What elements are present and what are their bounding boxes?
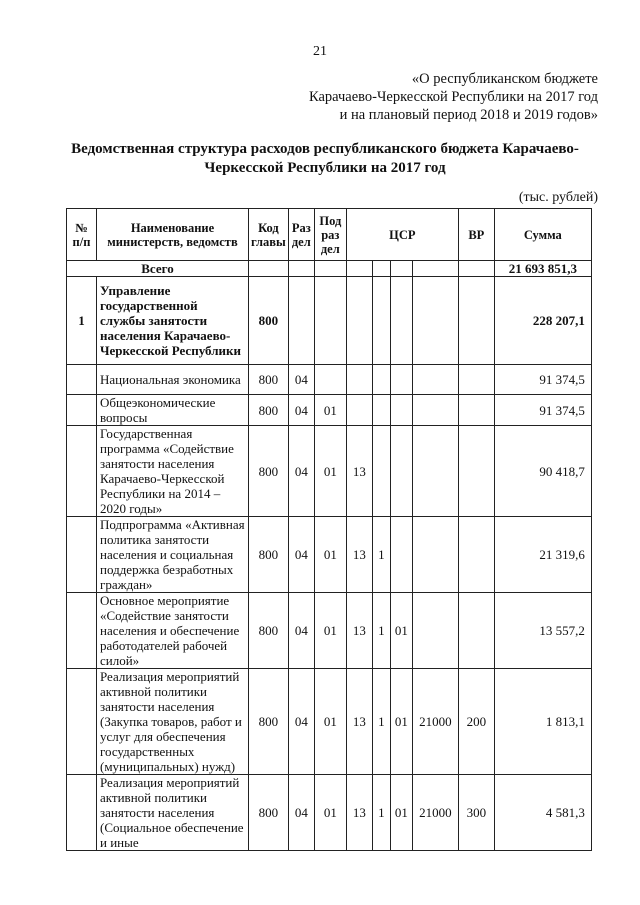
row-num (67, 426, 97, 517)
col-header-num: № п/п (67, 209, 97, 261)
row-csr-event (390, 517, 412, 593)
row-code: 800 (249, 669, 289, 775)
row-code: 800 (249, 395, 289, 426)
row-razdel: 04 (288, 593, 314, 669)
row-code: 800 (249, 593, 289, 669)
row-csr-subprogram (372, 395, 390, 426)
row-csr-direction: 21000 (412, 775, 458, 851)
row-csr-program: 13 (346, 669, 372, 775)
row-csr-subprogram (372, 365, 390, 395)
row-podrazdel: 01 (314, 669, 346, 775)
col-header-sum: Сумма (494, 209, 591, 261)
row-name: Национальная экономика (97, 365, 249, 395)
row-csr-event: 01 (390, 775, 412, 851)
row-num (67, 365, 97, 395)
row-csr-program: 13 (346, 426, 372, 517)
row-vr (458, 517, 494, 593)
row-podrazdel: 01 (314, 395, 346, 426)
row-razdel: 04 (288, 669, 314, 775)
row-csr-program: 13 (346, 775, 372, 851)
empty-cell (249, 261, 289, 277)
row-csr-subprogram: 1 (372, 669, 390, 775)
row-csr-program (346, 365, 372, 395)
row-razdel: 04 (288, 775, 314, 851)
table-row (67, 426, 592, 517)
row-csr-event (390, 277, 412, 365)
row-num (67, 669, 97, 775)
row-csr-direction (412, 426, 458, 517)
empty-cell (314, 261, 346, 277)
row-podrazdel: 01 (314, 426, 346, 517)
table-row (67, 775, 592, 851)
row-csr-program: 13 (346, 517, 372, 593)
table-row (67, 277, 592, 365)
row-sum: 228 207,1 (494, 277, 591, 365)
row-sum: 91 374,5 (494, 365, 591, 395)
row-razdel (288, 277, 314, 365)
row-csr-subprogram: 1 (372, 517, 390, 593)
row-code: 800 (249, 426, 289, 517)
row-razdel: 04 (288, 395, 314, 426)
table-row (67, 593, 592, 669)
page-title (60, 140, 590, 178)
row-csr-direction: 21000 (412, 669, 458, 775)
row-name: Управление государственной службы занятости населения Карачаево-Черкесской Республики (97, 277, 249, 365)
empty-cell (346, 261, 372, 277)
row-razdel: 04 (288, 426, 314, 517)
table-row (67, 395, 592, 426)
row-csr-subprogram (372, 426, 390, 517)
table-row (67, 669, 592, 775)
document-reference (309, 70, 598, 124)
row-sum: 91 374,5 (494, 395, 591, 426)
row-csr-subprogram (372, 277, 390, 365)
row-vr (458, 277, 494, 365)
page-number: 21 (313, 44, 327, 59)
empty-cell (288, 261, 314, 277)
row-podrazdel: 01 (314, 775, 346, 851)
row-vr (458, 593, 494, 669)
row-name: Общеэкономические вопросы (97, 395, 249, 426)
row-name: Подпрограмма «Активная политика занятости населения и социальная поддержка безработных граждан» (97, 517, 249, 593)
row-num (67, 775, 97, 851)
row-vr: 300 (458, 775, 494, 851)
row-vr: 200 (458, 669, 494, 775)
row-num: 1 (67, 277, 97, 365)
row-sum: 4 581,3 (494, 775, 591, 851)
col-header-csr: ЦСР (346, 209, 458, 261)
row-name: Основное мероприятие «Содействие занятости населения и обеспечение работодателей рабочей силой» (97, 593, 249, 669)
col-header-code: Код главы (249, 209, 289, 261)
total-label: Всего (67, 261, 249, 277)
row-vr (458, 395, 494, 426)
row-csr-subprogram: 1 (372, 593, 390, 669)
row-csr-direction (412, 517, 458, 593)
row-csr-direction (412, 277, 458, 365)
row-csr-program (346, 395, 372, 426)
row-code: 800 (249, 517, 289, 593)
col-header-razdel: Раз дел (288, 209, 314, 261)
total-row (67, 261, 592, 277)
row-podrazdel (314, 365, 346, 395)
table-row (67, 365, 592, 395)
row-csr-program (346, 277, 372, 365)
row-csr-event (390, 426, 412, 517)
empty-cell (390, 261, 412, 277)
empty-cell (412, 261, 458, 277)
row-podrazdel: 01 (314, 517, 346, 593)
row-podrazdel (314, 277, 346, 365)
empty-cell (372, 261, 390, 277)
row-sum: 21 319,6 (494, 517, 591, 593)
units-label: (тыс. рублей) (518, 190, 598, 205)
row-code: 800 (249, 775, 289, 851)
row-csr-event: 01 (390, 593, 412, 669)
row-csr-event: 01 (390, 669, 412, 775)
row-razdel: 04 (288, 365, 314, 395)
empty-cell (458, 261, 494, 277)
reference-line: Карачаево-Черкесской Республики на 2017 год (308, 89, 598, 105)
title-line: Черкесской Республики на 2017 год (204, 160, 446, 176)
row-csr-direction (412, 365, 458, 395)
table-header-row (67, 209, 592, 261)
row-sum: 13 557,2 (494, 593, 591, 669)
row-csr-direction (412, 395, 458, 426)
row-vr (458, 365, 494, 395)
row-razdel: 04 (288, 517, 314, 593)
table-row (67, 517, 592, 593)
row-num (67, 517, 97, 593)
row-num (67, 395, 97, 426)
row-code: 800 (249, 365, 289, 395)
row-csr-event (390, 365, 412, 395)
row-name: Реализация мероприятий активной политики занятости населения (Закупка товаров, работ и услуг для обеспечения государственных (муниципальных) нужд) (97, 669, 249, 775)
expenditure-table (66, 208, 592, 851)
row-sum: 90 418,7 (494, 426, 591, 517)
row-csr-subprogram: 1 (372, 775, 390, 851)
row-vr (458, 426, 494, 517)
total-sum: 21 693 851,3 (494, 261, 591, 277)
row-csr-program: 13 (346, 593, 372, 669)
title-line: Ведомственная структура расходов республиканского бюджета Карачаево- (71, 141, 579, 157)
row-num (67, 593, 97, 669)
col-header-podrazdel: Под раз дел (314, 209, 346, 261)
reference-line: «О республиканском бюджете (411, 71, 598, 87)
col-header-name: Наименование министерств, ведомств (97, 209, 249, 261)
row-csr-direction (412, 593, 458, 669)
row-podrazdel: 01 (314, 593, 346, 669)
row-name: Государственная программа «Содействие занятости населения Карачаево-Черкесской Республики на 2014 – 2020 годы» (97, 426, 249, 517)
reference-line: и на плановый период 2018 и 2019 годов» (339, 107, 598, 123)
row-code: 800 (249, 277, 289, 365)
row-csr-event (390, 395, 412, 426)
row-sum: 1 813,1 (494, 669, 591, 775)
col-header-vr: ВР (458, 209, 494, 261)
row-name: Реализация мероприятий активной политики занятости населения (Социальное обеспечение и иные (97, 775, 249, 851)
